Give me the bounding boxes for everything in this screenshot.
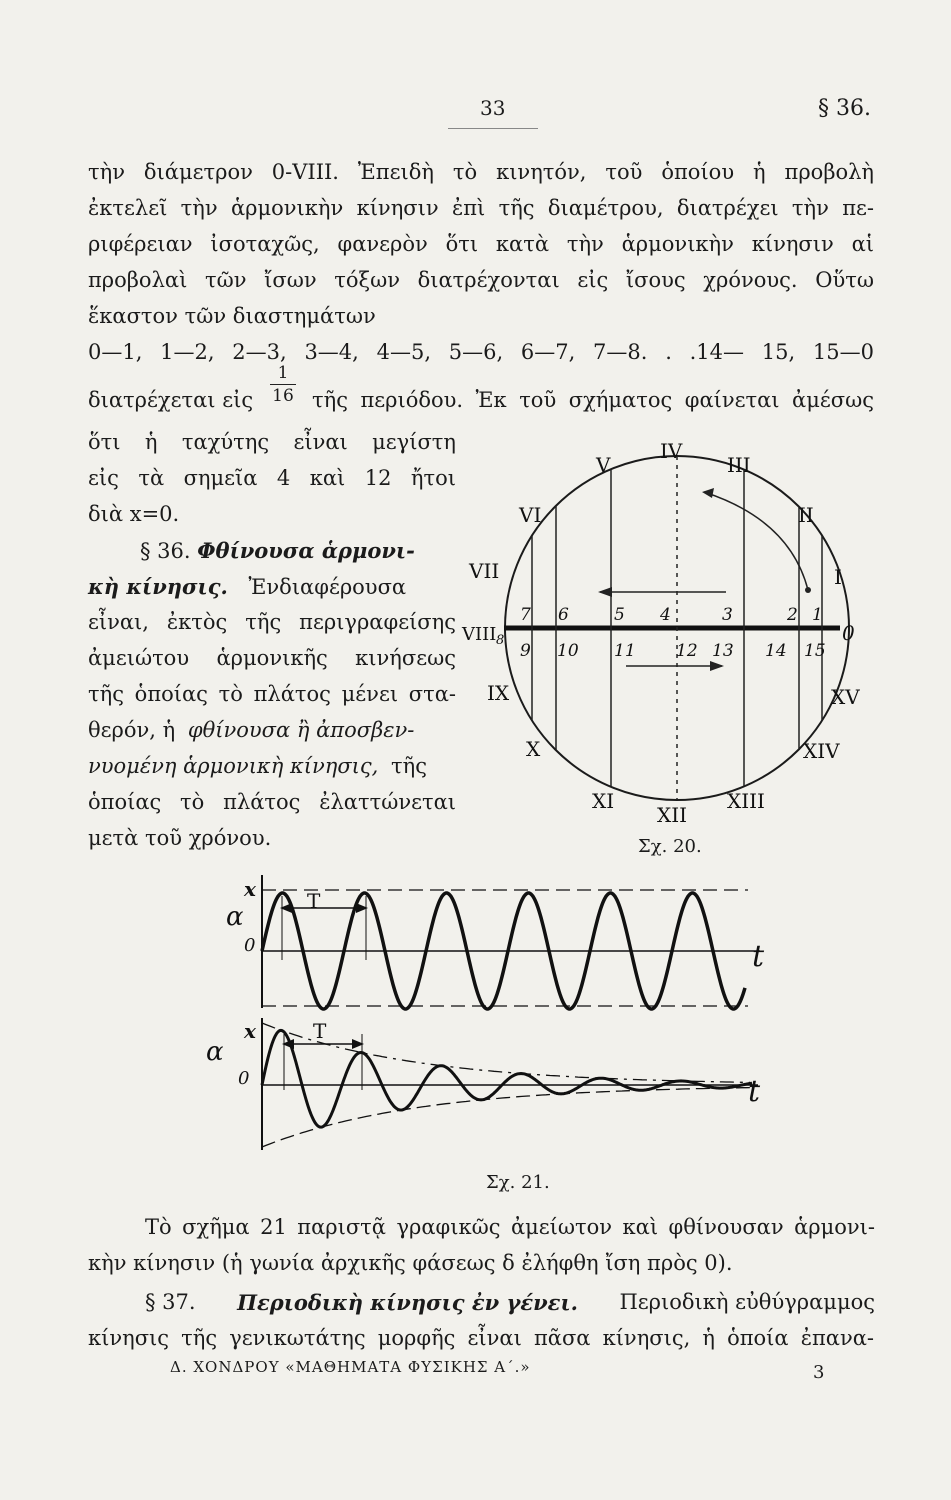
period-line-end: τῆς περιόδου. Ἐκ τοῦ σχήματος φαίνεται ἀμέσως xyxy=(312,388,874,412)
point-11: 11 xyxy=(614,641,636,661)
fraction-denominator: 16 xyxy=(272,386,294,406)
damped-wave xyxy=(262,1030,752,1127)
s36-line-1: εἶναι, ἐκτὸς τῆς περιγραφείσης xyxy=(88,610,456,634)
page-number: 33 xyxy=(480,96,506,120)
label-zero: 0 xyxy=(842,621,855,645)
intervals-line: 0—1, 1—2, 2—3, 3—4, 4—5, 5—6, 6—7, 7—8. . .14— 15, 15—0 xyxy=(88,340,874,364)
point-2: 2 xyxy=(787,605,798,625)
left-line-3: διὰ x=0. xyxy=(88,502,180,526)
section36-text-start: Ἐνδιαφέρουσα xyxy=(248,575,407,599)
label-XII: XII xyxy=(657,803,688,827)
intro-line-3: ριφέρειαν ἰσοταχῶς, φανερὸν ὅτι κατὰ τὴν ἁρμονικὴν κίνησιν αἱ xyxy=(88,232,874,256)
period-line-start: διατρέχεται εἰς xyxy=(88,388,254,412)
point-5: 5 xyxy=(614,605,625,625)
label-XI: XI xyxy=(592,789,615,813)
label-IX: IX xyxy=(487,681,510,705)
point-12: 12 xyxy=(676,641,698,661)
section36-title-a: Φθίνουσα ἁρμονι- xyxy=(197,538,415,563)
label-VI: VI xyxy=(519,503,542,527)
italic-term-2: νυομένη ἁρμονικὴ κίνησις, xyxy=(88,754,379,778)
lower-origin-label: 0 xyxy=(238,1068,250,1089)
closing-line-2: κὴν κίνησιν (ἡ γωνία ἀρχικῆς φάσεως δ ἐλήφθη ἴση πρὸς 0). xyxy=(88,1251,733,1275)
lower-amplitude-label: α xyxy=(206,1037,224,1067)
point-15: 15 xyxy=(804,641,826,661)
s36-line-7: μετὰ τοῦ χρόνου. xyxy=(88,826,272,850)
closing-line-4: κίνησις τῆς γενικωτάτης μορφῆς εἶναι πᾶσα κίνησις, ἡ ὁποία ἐπανα- xyxy=(88,1326,874,1350)
lower-x-label: x xyxy=(244,1019,256,1043)
lower-t-label: t xyxy=(748,1074,761,1109)
intro-line-5: ἕκαστον τῶν διαστημάτων xyxy=(88,304,376,328)
upper-x-label: x xyxy=(244,877,256,901)
point-1: 1 xyxy=(812,605,823,625)
point-7: 7 xyxy=(520,605,531,625)
label-XV: XV xyxy=(831,685,860,709)
s36-line-3: τῆς ὁποίας τὸ πλάτος μένει στα- xyxy=(88,682,456,706)
point-4: 4 xyxy=(660,605,671,625)
label-III: III xyxy=(727,453,751,477)
intro-line-2: ἐκτελεῖ τὴν ἁρμονικὴν κίνησιν ἐπὶ τῆς διαμέτρου, διατρέχει τὴν πε- xyxy=(88,196,874,220)
section36-number: § 36. xyxy=(140,539,191,563)
point-13: 13 xyxy=(712,641,734,661)
upper-period-label: T xyxy=(307,889,321,913)
s36-line-6: ὁποίας τὸ πλάτος ἐλαττώνεται xyxy=(88,790,456,814)
label-IV: IV xyxy=(660,439,683,463)
label-II: II xyxy=(798,503,814,527)
section37-line xyxy=(145,1290,875,1315)
point-14: 14 xyxy=(765,641,787,661)
lower-envelope xyxy=(262,1088,750,1147)
label-I: I xyxy=(834,565,842,589)
italic-term-1: φθίνουσα ἢ ἀποσβεν- xyxy=(187,718,415,742)
footer-signature: 3 xyxy=(813,1362,825,1383)
footer-book-title: Δ. ΧΟΝΔΡΟΥ «ΜΑΘΗΜΑΤΑ ΦΥΣΙΚΗΣ Α΄.» xyxy=(170,1358,531,1376)
point-10: 10 xyxy=(557,641,579,661)
section36-title-b: κὴ κίνησις. xyxy=(88,574,228,599)
fraction-numerator: 1 xyxy=(270,362,296,385)
left-line-1: ὅτι ἡ ταχύτης εἶναι μεγίστη xyxy=(88,430,456,454)
section37-number: § 37. xyxy=(145,1290,196,1314)
figure-20-caption: Σχ. 20. xyxy=(638,836,702,857)
point-9: 9 xyxy=(520,641,531,661)
upper-t-label: t xyxy=(752,939,765,974)
label-XIII: XIII xyxy=(727,789,765,813)
figure-21-caption: Σχ. 21. xyxy=(486,1172,550,1193)
upper-amplitude-label: α xyxy=(226,902,244,932)
s36-line-5: νυομένη ἁρμονικὴ κίνησις, τῆς xyxy=(88,754,427,778)
left-line-2: εἰς τὰ σημεῖα 4 καὶ 12 ἤτοι xyxy=(88,466,456,490)
point-6: 6 xyxy=(558,605,569,625)
label-XIV: XIV xyxy=(803,739,840,763)
label-VII: VII xyxy=(469,559,500,583)
upper-envelope xyxy=(262,1023,750,1082)
running-section-ref: § 36. xyxy=(818,96,871,121)
intro-line-4: προβολαὶ τῶν ἴσων τόξων διατρέχονται εἰς ἴσους χρόνους. Οὕτω xyxy=(88,268,874,292)
upper-origin-label: 0 xyxy=(244,935,256,956)
section37-text: Περιοδικὴ εὐθύγραμμος xyxy=(619,1290,875,1314)
point-3: 3 xyxy=(722,605,733,625)
label-V: V xyxy=(596,453,611,477)
point-8: 8 xyxy=(496,633,505,648)
intro-line-1: τὴν διάμετρον 0-VIII. Ἐπειδὴ τὸ κινητόν, τοῦ ὁποίου ἡ προβολὴ xyxy=(88,160,874,184)
label-VIII: VIII xyxy=(462,624,497,645)
s36-line-4: θερόν, ἡ φθίνουσα ἢ ἀποσβεν- xyxy=(88,718,415,742)
s36-line-2: ἀμειώτου ἁρμονικῆς κινήσεως xyxy=(88,646,456,670)
section37-title: Περιοδικὴ κίνησις ἐν γένει. xyxy=(237,1290,578,1315)
closing-line-1: Τὸ σχῆμα 21 παριστᾷ γραφικῶς ἀμείωτον καὶ φθίνουσαν ἁρμονι- xyxy=(145,1215,875,1239)
label-X: X xyxy=(526,737,541,761)
lower-period-label: T xyxy=(313,1019,327,1043)
